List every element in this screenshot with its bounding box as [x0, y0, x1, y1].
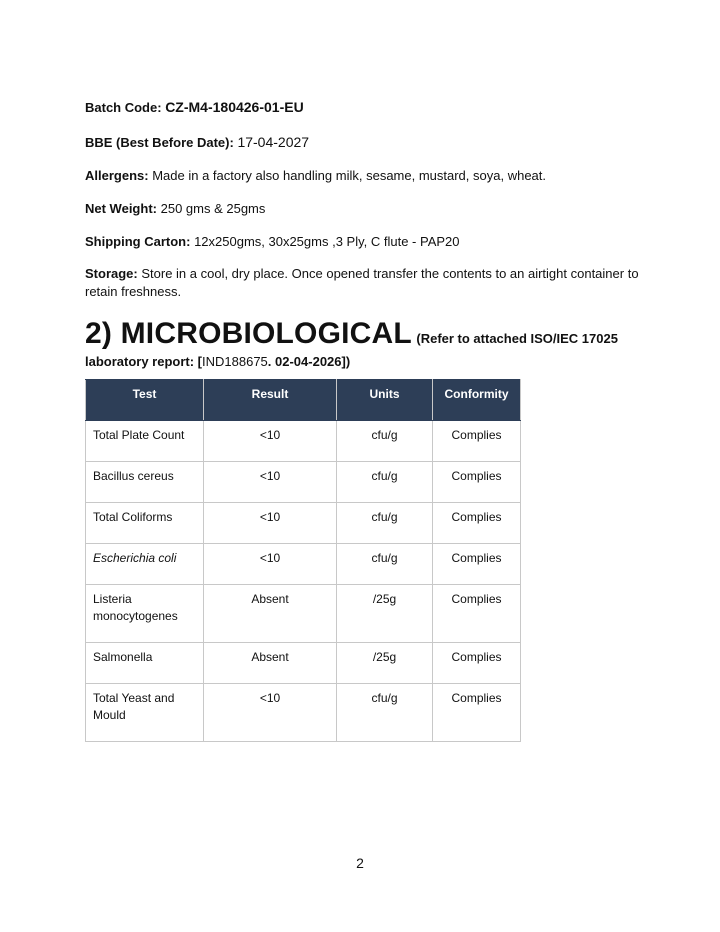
storage-label: Storage: — [85, 266, 138, 281]
table-header-row — [86, 380, 521, 421]
batch-code-label: Batch Code: — [85, 100, 162, 115]
cell-test: Total Yeast and Mould — [86, 684, 204, 742]
cell-result: <10 — [204, 503, 337, 544]
header-test: Test — [86, 380, 204, 421]
bbe-value: 17-04-2027 — [237, 134, 310, 150]
table-row — [86, 503, 521, 544]
allergens-field — [85, 167, 645, 185]
cell-conformity: Complies — [433, 503, 521, 544]
cell-result: <10 — [204, 544, 337, 585]
cell-units: cfu/g — [337, 462, 433, 503]
section-note-prefix: (Refer to attached ISO/IEC 17025 laboratory report: [ — [85, 331, 618, 369]
cell-units: cfu/g — [337, 421, 433, 462]
storage-value: Store in a cool, dry place. Once opened transfer the contents to an airtight container to retain freshness. — [85, 266, 639, 299]
cell-conformity: Complies — [433, 684, 521, 742]
header-result: Result — [204, 380, 337, 421]
cell-conformity: Complies — [433, 544, 521, 585]
net-weight-value: 250 gms & 25gms — [160, 201, 266, 216]
cell-conformity: Complies — [433, 421, 521, 462]
cell-units: cfu/g — [337, 684, 433, 742]
cell-test: Salmonella — [86, 643, 204, 684]
net-weight-label: Net Weight: — [85, 201, 157, 216]
cell-test: Listeria monocytogenes — [86, 585, 204, 643]
header-units: Units — [337, 380, 433, 421]
bbe-field — [85, 133, 645, 152]
table-row — [86, 544, 521, 585]
cell-units: /25g — [337, 643, 433, 684]
microbiological-heading — [85, 316, 645, 372]
header-conformity: Conformity — [433, 380, 521, 421]
bbe-label: BBE (Best Before Date): — [85, 135, 234, 150]
section-note-middle: . 02-04-2026 — [267, 354, 342, 369]
batch-code-field — [85, 98, 645, 117]
table-row — [86, 684, 521, 742]
cell-conformity: Complies — [433, 462, 521, 503]
cell-units: /25g — [337, 585, 433, 643]
section-note-suffix: ]) — [341, 354, 351, 369]
page-number: 2 — [356, 855, 364, 871]
cell-test: Total Coliforms — [86, 503, 204, 544]
cell-conformity: Complies — [433, 585, 521, 643]
storage-field — [85, 265, 645, 301]
shipping-carton-value: 12x250gms, 30x25gms ,3 Ply, C flute - PAP20 — [194, 234, 460, 249]
net-weight-field — [85, 200, 645, 218]
batch-code-value: CZ-M4-180426-01-EU — [165, 99, 304, 115]
cell-result: Absent — [204, 643, 337, 684]
cell-result: Absent — [204, 585, 337, 643]
table-row — [86, 643, 521, 684]
allergens-value: Made in a factory also handling milk, sesame, mustard, soya, wheat. — [152, 168, 546, 183]
table-row — [86, 585, 521, 643]
report-id: IND188675 — [202, 354, 268, 369]
shipping-carton-field — [85, 233, 645, 251]
cell-conformity: Complies — [433, 643, 521, 684]
table-row — [86, 462, 521, 503]
shipping-carton-label: Shipping Carton: — [85, 234, 191, 249]
cell-result: <10 — [204, 421, 337, 462]
cell-units: cfu/g — [337, 544, 433, 585]
allergens-label: Allergens: — [85, 168, 149, 183]
table-row — [86, 421, 521, 462]
cell-test: Escherichia coli — [86, 544, 204, 585]
microbiological-table — [85, 379, 521, 742]
cell-result: <10 — [204, 462, 337, 503]
cell-units: cfu/g — [337, 503, 433, 544]
cell-test: Total Plate Count — [86, 421, 204, 462]
cell-result: <10 — [204, 684, 337, 742]
section-title: 2) MICROBIOLOGICAL — [85, 317, 412, 350]
cell-test: Bacillus cereus — [86, 462, 204, 503]
